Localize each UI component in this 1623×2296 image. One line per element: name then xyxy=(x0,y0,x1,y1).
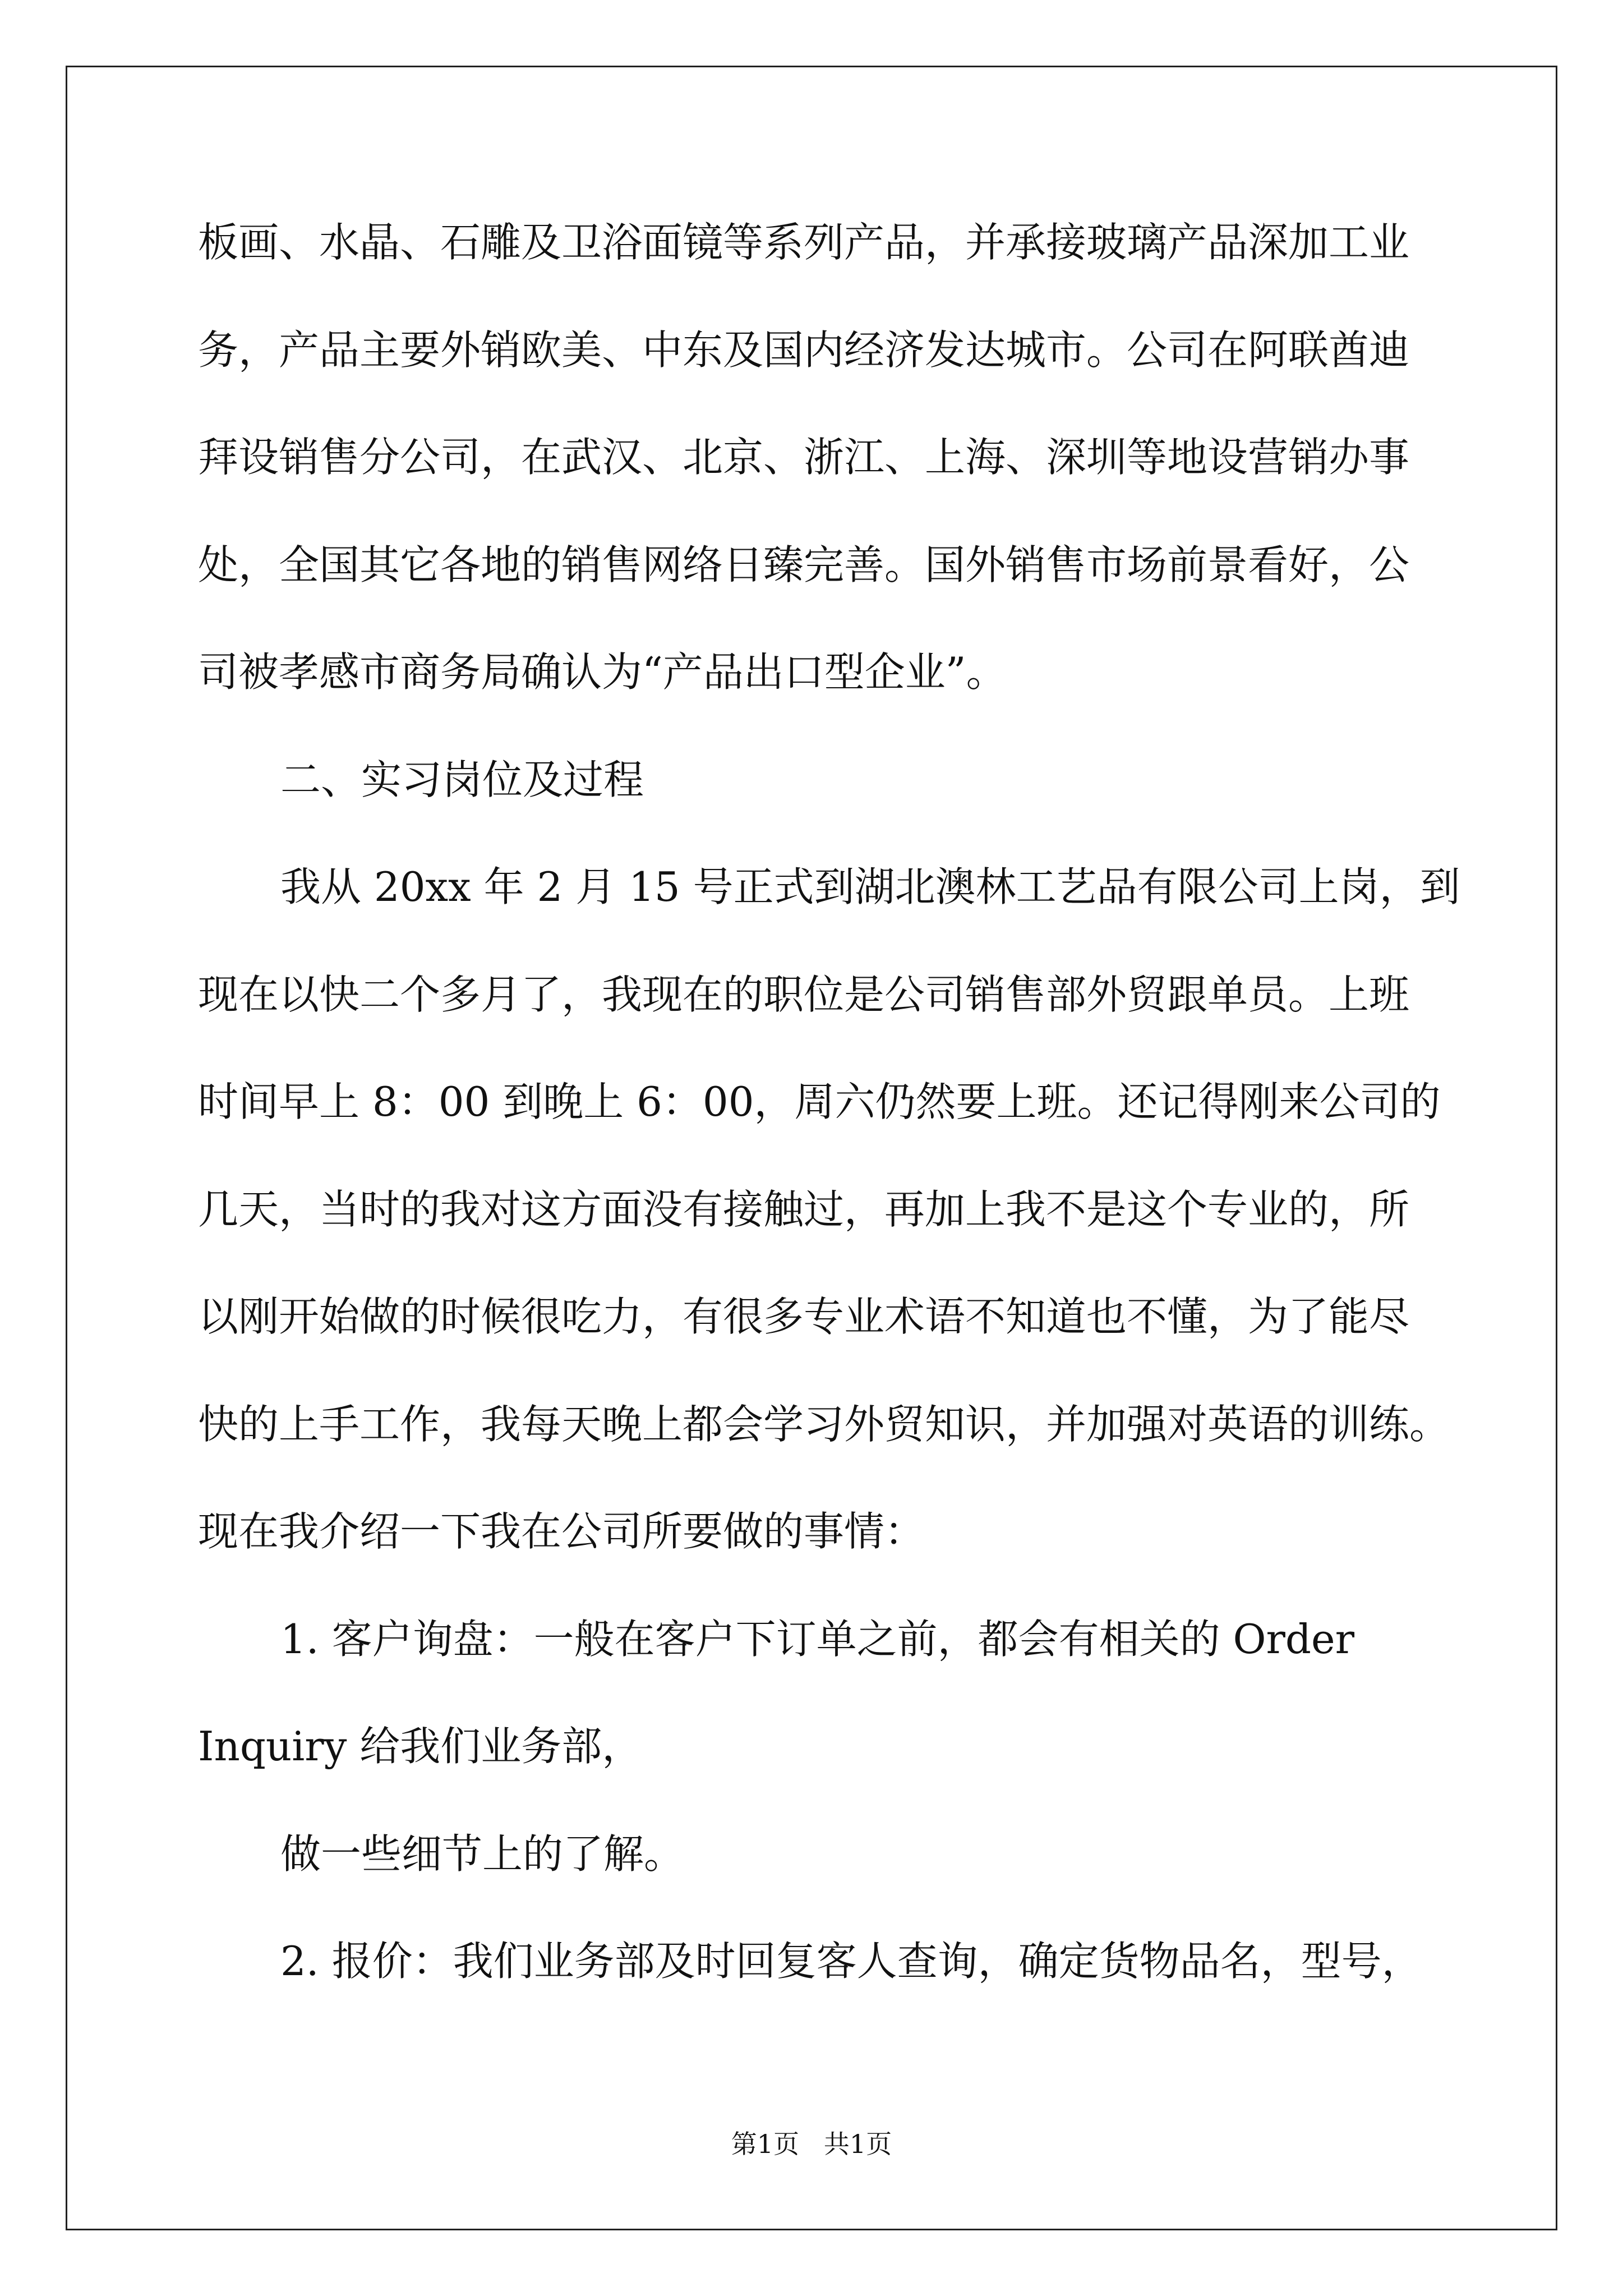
paragraph-line: 板画、水晶、石雕及卫浴面镜等系列产品，并承接玻璃产品深加工业 xyxy=(198,219,1410,266)
page-number-footer: 第1页 共1页 xyxy=(731,2129,892,2159)
paragraph-line: 我从 20xx 年 2 月 15 号正式到湖北澳林工艺品有限公司上岗，到 xyxy=(280,863,1460,910)
list-item-line: 1. 客户询盘：一般在客户下订单之前，都会有相关的 Order xyxy=(280,1616,1355,1663)
list-item-line: Inquiry 给我们业务部， xyxy=(198,1723,643,1770)
paragraph-line: 几天，当时的我对这方面没有接触过，再加上我不是这个专业的，所 xyxy=(198,1186,1410,1233)
paragraph-line: 司被孝感市商务局确认为“产品出口型企业”。 xyxy=(198,648,1007,696)
section-heading: 二、实习岗位及过程 xyxy=(280,756,644,803)
paragraph-line: 时间早上 8：00 到晚上 6：00，周六仍然要上班。还记得刚来公司的 xyxy=(198,1078,1441,1125)
paragraph-line: 以刚开始做的时候很吃力，有很多专业术语不知道也不懂，为了能尽 xyxy=(198,1293,1410,1340)
paragraph-line: 务，产品主要外销欧美、中东及国内经济发达城市。公司在阿联酋迪 xyxy=(198,326,1410,374)
list-item-line: 2. 报价：我们业务部及时回复客人查询，确定货物品名，型号， xyxy=(280,1938,1422,1985)
paragraph-line: 现在以快二个多月了，我现在的职位是公司销售部外贸跟单员。上班 xyxy=(198,971,1410,1018)
paragraph-line: 现在我介绍一下我在公司所要做的事情： xyxy=(198,1508,925,1555)
paragraph-line: 处，全国其它各地的销售网络日臻完善。国外销售市场前景看好，公 xyxy=(198,541,1410,588)
paragraph-line: 做一些细节上的了解。 xyxy=(280,1830,685,1878)
page-border xyxy=(66,66,1557,2230)
paragraph-line: 快的上手工作，我每天晚上都会学习外贸知识，并加强对英语的训练。 xyxy=(198,1401,1450,1448)
paragraph-line: 拜设销售分公司，在武汉、北京、浙江、上海、深圳等地设营销办事 xyxy=(198,434,1410,481)
